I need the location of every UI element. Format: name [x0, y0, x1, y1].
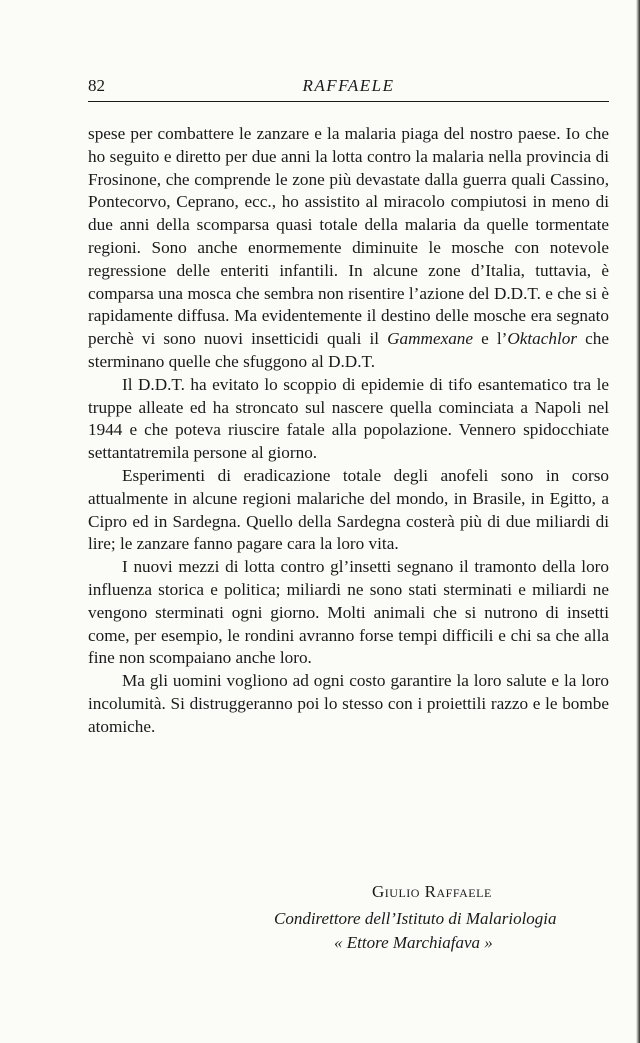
paragraph-1 [88, 123, 609, 374]
paragraph-1-part-a: spese per combattere le zanzare e la malaria piaga del nostro paese. Io che ho seguito e diretto per due anni la lotta contro la malaria nella provincia di Frosinone, che comprende le zone più devastate dalla guerra quali Cassino, Pontecorvo, Ceprano, ecc., ho assistito al miracolo compiutosi in meno di due anni della scomparsa quasi totale della malaria da quelle tormentate regioni. Sono anche enormemente diminuite le mosche con notevole regressione delle enteriti infantili. In alcune zone d’Italia, tuttavia, è comparsa una mosca che sembra non risentire l’azione del D.D.T. e che si è rapidamente diffusa. Ma evidentemente il destino delle mosche era segnato perchè vi sono nuovi insetticidi quali il [88, 124, 609, 349]
paragraph-4: I nuovi mezzi di lotta contro gl’insetti segnano il tramonto della loro influenza storica e politica; miliardi ne sono stati sterminati e miliardi ne vengono sterminati ogni giorno. Molti animali che si nutrono di insetti come, per esempio, le rondini avranno forse tempi difficili e chi sa che alla fine non scompaiano anche loro. [88, 557, 609, 668]
author-name: Giulio Raffaele [372, 882, 492, 901]
institute-name: « Ettore Marchiafava » [334, 933, 493, 952]
paragraph-1-part-c: che sterminano quelle che sfuggono al D.D.T. [88, 329, 609, 371]
running-head: RAFFAELE [302, 76, 395, 95]
author-title: Condirettore dell’Istituto di Malariologia [274, 909, 557, 928]
gammexane-term: Gammexane [387, 329, 474, 349]
paragraph-5: Ma gli uomini vogliono ad ogni costo garantire la loro salute e la loro incolumità. Si distruggeranno poi lo stesso con i proiettili razzo e le bombe atomiche. [88, 671, 609, 736]
page-number: 82 [88, 76, 105, 95]
paragraph-2: Il D.D.T. ha evitato lo scoppio di epidemie di tifo esantematico tra le truppe alleate ed ha stroncato sul nascere quella cominciata a Napoli nel 1944 e che poteva riuscire fatale alla popolazione. Vennero spidocchiate settantatremila persone al giorno. [88, 374, 609, 463]
page-edge-shadow [636, 0, 640, 1043]
body-text [88, 123, 609, 739]
oktachlor-term: Oktachlor [507, 329, 578, 349]
paragraph-1-part-b: e l’ [473, 329, 508, 349]
header-rule [88, 101, 609, 102]
paragraph-3: Esperimenti di eradicazione totale degli anofeli sono in corso attualmente in alcune regioni malariche del mondo, in Brasile, in Egitto, a Cipro ed in Sardegna. Quello della Sardegna costerà più di due miliardi di lire; le zanzare fanno pagare cara la loro vita. [88, 465, 609, 554]
page-header [88, 74, 609, 98]
